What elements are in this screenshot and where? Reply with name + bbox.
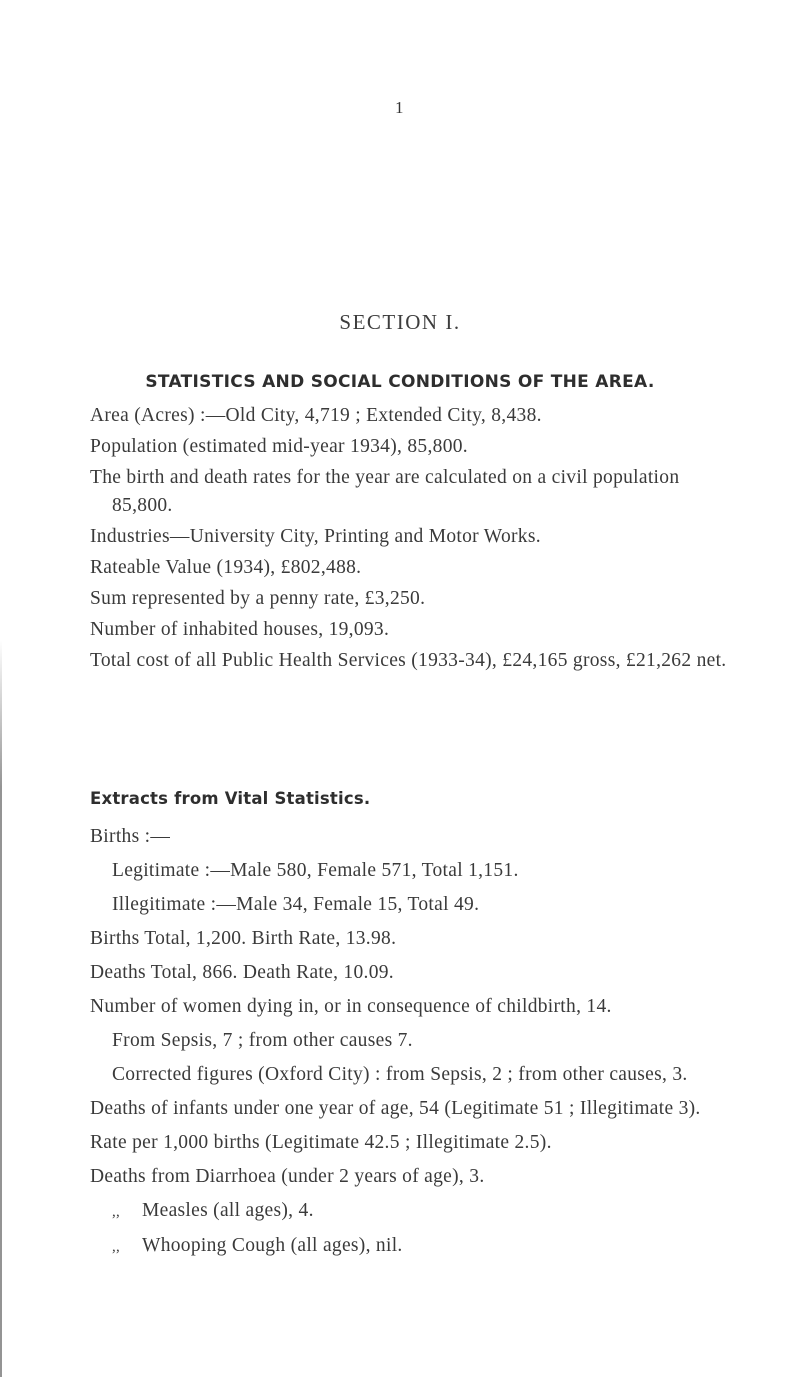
page-number: 1 [395,98,404,117]
deaths-total: Deaths Total, 866. Death Rate, 10.09. [90,962,394,983]
births-label: Births :— [90,826,171,847]
sepsis-line: From Sepsis, 7 ; from other causes 7. [112,1030,413,1051]
whooping-cough-deaths: Whooping Cough (all ages), nil. [142,1235,403,1256]
births-total: Births Total, 1,200. Birth Rate, 13.98. [90,928,397,949]
area-statistics [90,402,740,678]
rateable-value-line: Rateable Value (1934), £802,488. [90,557,362,578]
infant-deaths: Deaths of infants under one year of age, 54 (Legitimate 51 ; Illegitimate 3). [90,1098,701,1119]
legitimate-births: Legitimate :—Male 580, Female 571, Total 1,151. [112,860,519,881]
health-cost-line: Total cost of all Public Health Services (1933-34), £24,165 gross, £21,262 net. [90,650,727,671]
area-line: Area (Acres) :—Old City, 4,719 ; Extended City, 8,438. [90,405,542,426]
main-heading: STATISTICS AND SOCIAL CONDITIONS OF THE AREA. [145,372,655,392]
illegitimate-births: Illegitimate :—Male 34, Female 15, Total 49. [112,894,480,915]
measles-deaths: Measles (all ages), 4. [142,1200,314,1221]
childbirth-deaths: Number of women dying in, or in consequence of childbirth, 14. [90,996,612,1017]
ditto-mark: ,, [112,1204,121,1220]
whooping-row [90,1232,740,1261]
industries-line: Industries—University City, Printing and Motor Works. [90,526,541,547]
vital-statistics-heading: Extracts from Vital Statistics. [90,789,371,808]
infant-rate: Rate per 1,000 births (Legitimate 42.5 ; Illegitimate 2.5). [90,1132,552,1153]
houses-line: Number of inhabited houses, 19,093. [90,619,390,640]
diarrhoea-deaths: Deaths from Diarrhoea (under 2 years of age), 3. [90,1166,485,1187]
ditto-mark: ,, [112,1239,121,1255]
scan-edge-shadow [0,640,2,1377]
population-line: Population (estimated mid-year 1934), 85,800. [90,436,468,457]
corrected-figures: Corrected figures (Oxford City) : from Sepsis, 2 ; from other causes, 3. [112,1064,688,1085]
vital-statistics [90,823,740,1267]
rates-note: The birth and death rates for the year are calculated on a civil population 85,800. [90,467,680,516]
penny-rate-line: Sum represented by a penny rate, £3,250. [90,588,426,609]
measles-row [90,1197,740,1226]
section-title: SECTION I. [339,310,461,334]
